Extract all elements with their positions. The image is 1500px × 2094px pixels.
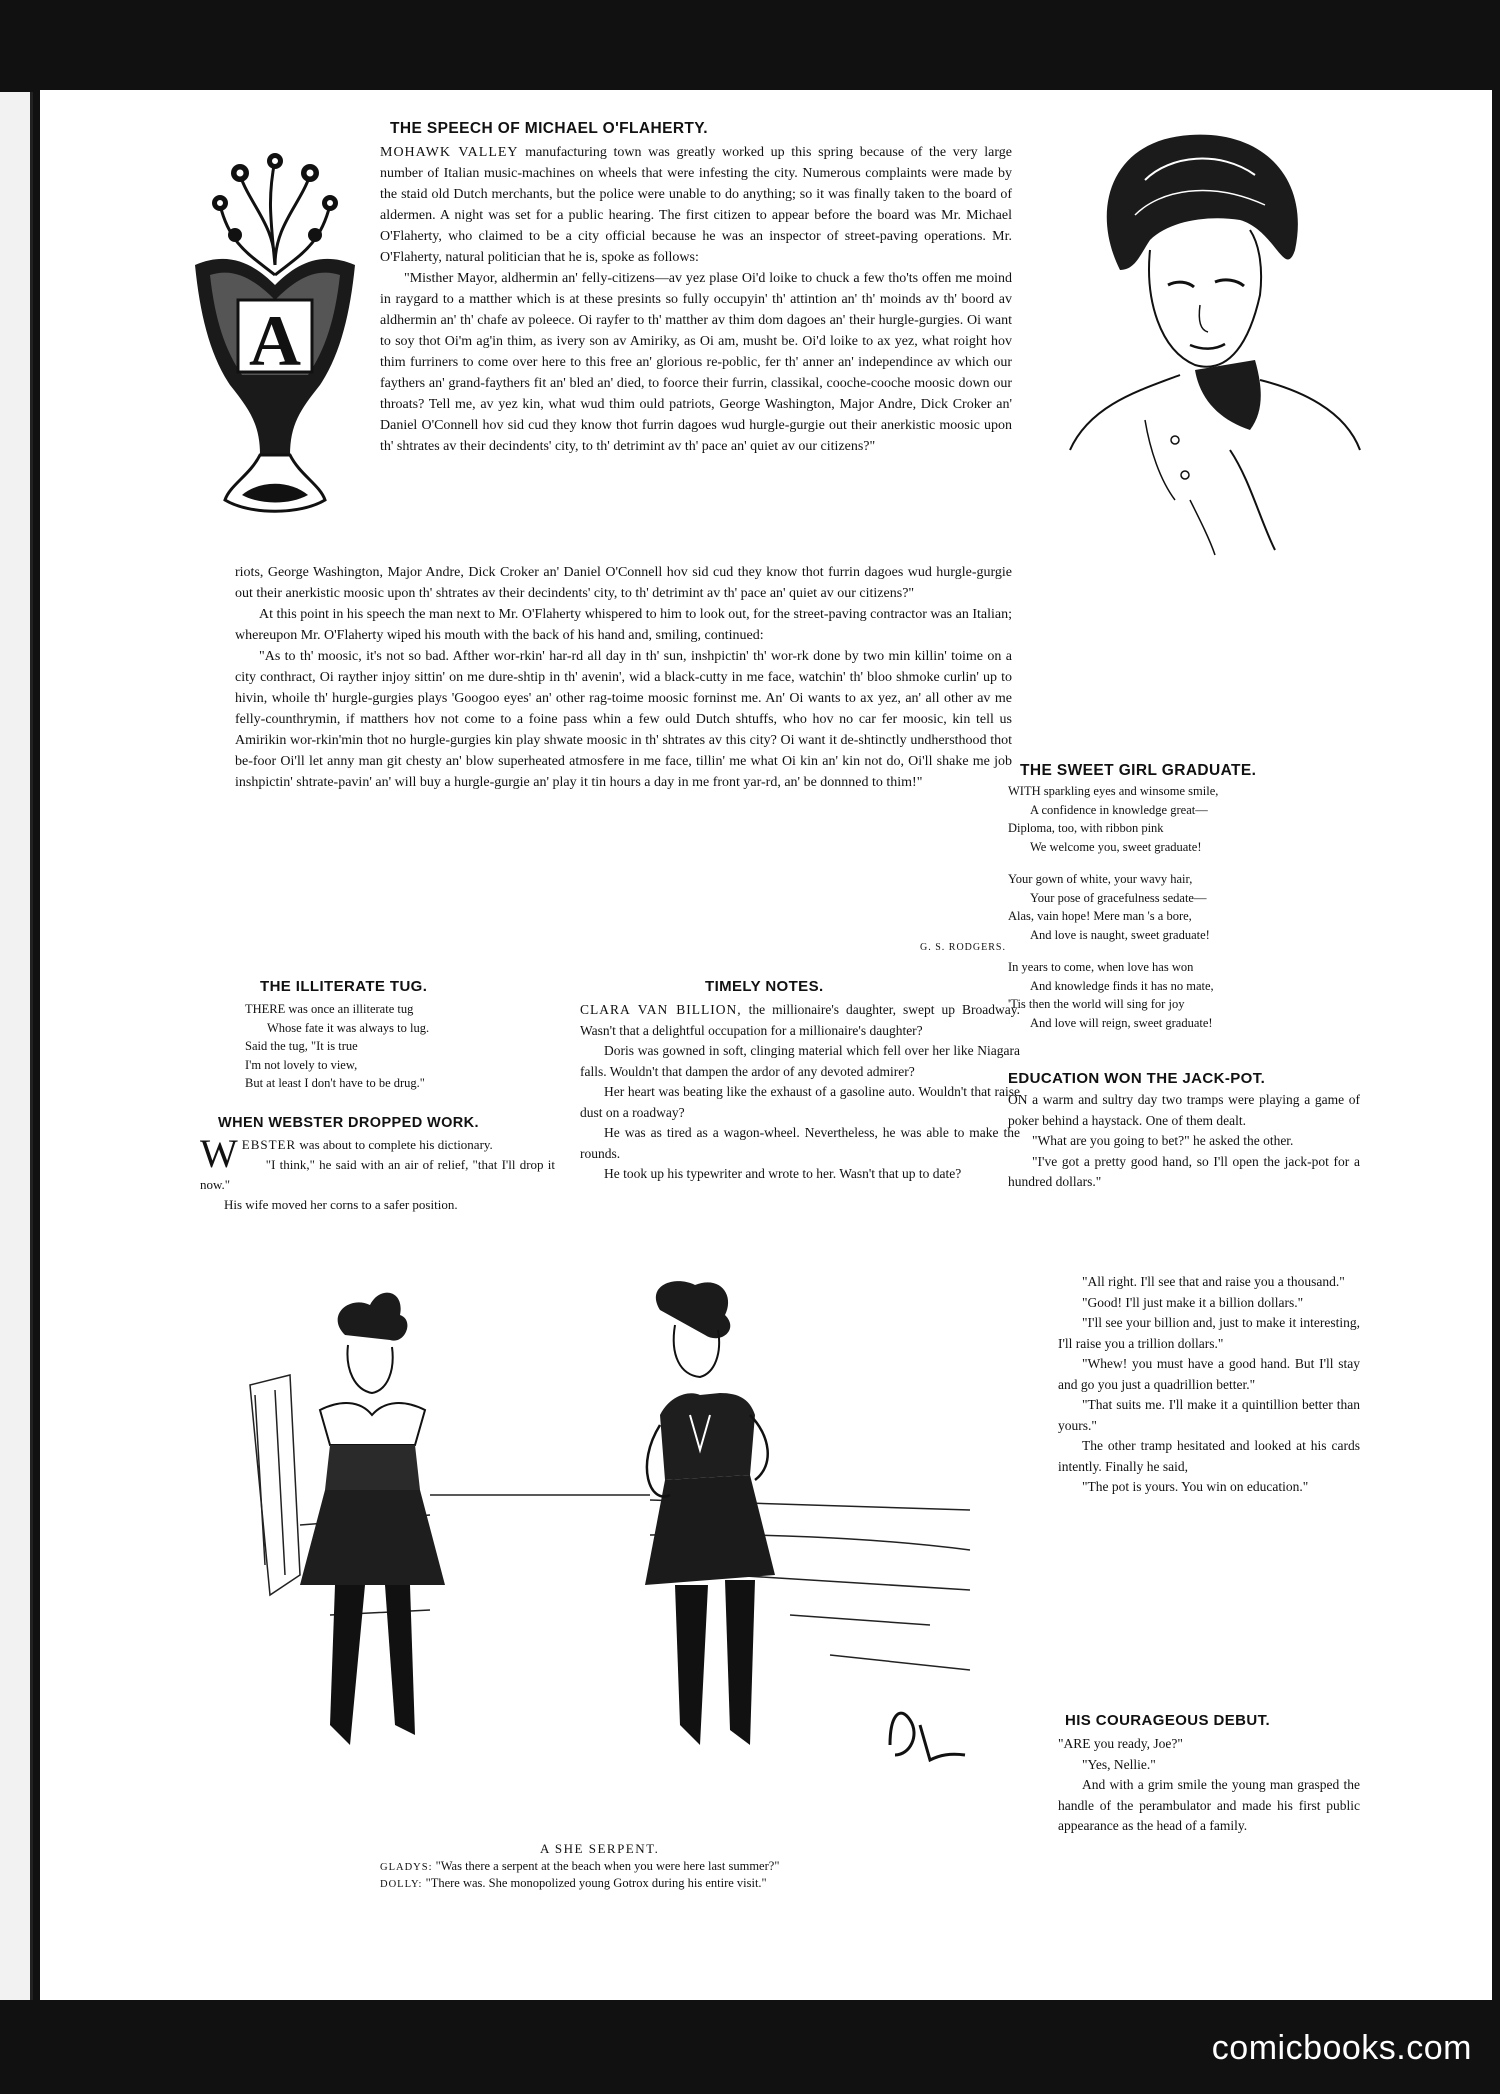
timely-title: TIMELY NOTES. [705,978,824,995]
jackpot-body [1008,1090,1360,1193]
ornamental-initial-a [190,155,360,515]
magazine-page [40,90,1492,2000]
debut-paragraph: "Yes, Nellie." [1082,1756,1156,1772]
timely-paragraph-3: Her heart was beating like the exhaust of a gasoline auto. Wouldn't that raise dust on a roadway? [580,1084,1020,1120]
webster-drop-cap: W [200,1131,238,1176]
jackpot-paragraph: "Whew! you must have a good hand. But I'll stay and go you just a quadrillion better." [1058,1356,1360,1392]
jackpot-paragraph: "That suits me. I'll make it a quintillion better than yours." [1058,1397,1360,1433]
webster-para1-text: was about to complete his dictionary. [299,1137,493,1152]
graduate-line: Your gown of white, your wavy hair, [1008,872,1193,886]
tug-title: THE ILLITERATE TUG. [260,978,428,995]
caption-dolly-text: "There was. She monopolized young Gotrox during his entire visit." [425,1876,767,1890]
speech-lead: MOHAWK VALLEY [380,145,519,160]
caption-speaker-gladys: GLADYS: [380,1862,433,1873]
girl-portrait-sketch [1050,120,1380,560]
jackpot-paragraph: "Good! I'll just make it a billion dollars." [1082,1294,1304,1310]
graduate-line: Diploma, too, with ribbon pink [1008,821,1164,835]
beach-cartoon-illustration [230,1275,1030,1825]
timely-paragraph-1 [580,1000,1020,1041]
debut-paragraph: And with a grim smile the young man grasped the handle of the perambulator and made his first public appearance as the head of a family. [1058,1777,1360,1833]
graduate-line: 'Tis then the world will sing for joy [1008,997,1185,1011]
tug-line: Whose fate it was always to lug. [267,1020,430,1035]
graduate-line: And love is naught, sweet graduate! [1030,927,1210,942]
graduate-line: And love will reign, sweet graduate! [1030,1015,1213,1030]
speech-body-wide [235,562,1012,793]
webster-lead: EBSTER [241,1137,297,1152]
cartoon-caption-line-2 [380,1875,767,1893]
debut-paragraph: "ARE you ready, Joe?" [1058,1736,1183,1751]
timely-paragraph-2: Doris was gowned in soft, clinging material which fell over her like Niagara falls. Wouldn't that dampen the ardor of any devoted admirer? [580,1043,1020,1079]
jackpot-paragraph: "I'll see your billion and, just to make it interesting, I'll raise you a trillion dollars." [1058,1315,1360,1351]
speech-para1-text: manufacturing town was greatly worked up this spring because of the very large number of Italian music-machines on wheels that were infesting the city. Numerous complaints were made by the staid old Dutch merchants, but the police were unable to do anything; so it was finally taken to the board of aldermen. A night was set for a public hearing. The first citizen to appear before the board was Mr. Michael O'Flaherty, who claimed to be a city official because he was an inspector of street-paving operations. Mr. O'Flaherty, natural politician that he is, spoke as follows: [380,145,1012,265]
caption-gladys-text: "Was there a serpent at the beach when you were here last summer?" [435,1859,780,1873]
timely-body [580,1000,1020,1185]
webster-paragraph-2: "I think," he said with an air of relief, "that I'll drop it now." [200,1157,555,1192]
graduate-line: Your pose of gracefulness sedate— [1030,890,1207,905]
timely-para1-text: the millionaire's daughter, swept up Broadway. Wasn't that a delightful occupation for a millionaire's daughter? [580,1002,1020,1038]
jackpot-paragraph: ON a warm and sultry day two tramps were playing a game of poker behind a haystack. One of them dealt. [1008,1092,1360,1128]
jackpot-paragraph: "What are you going to bet?" he asked the other. [1032,1133,1294,1148]
jackpot-paragraph: "I've got a pretty good hand, so I'll open the jack-pot for a hundred dollars." [1008,1153,1360,1189]
speech-paragraph-2-cont: riots, George Washington, Major Andre, Dick Croker an' Daniel O'Connell hov sid cud they know thot furrin dagoes wud hurgle-gurgie out their anerkistic moosic upon th' shtrates av their decindents' city, to th' detrimint av th' pace an' quiet av our citizens?" [235,565,1012,601]
timely-lead: CLARA VAN BILLION, [580,1002,742,1017]
svg-text:A: A [249,301,301,381]
jackpot-paragraph: "The pot is yours. You win on education." [1082,1479,1309,1494]
speech-paragraph-3: At this point in his speech the man next to Mr. O'Flaherty whispered to him to look out, for the street-paving contractor was an Italian; whereupon Mr. O'Flaherty wiped his mouth with the back of his hand and, smiling, continued: [235,607,1012,643]
tug-line: THERE was once an illiterate tug [245,1002,414,1016]
watermark: comicbooks.com [1211,2029,1472,2067]
jackpot-title: EDUCATION WON THE JACK-POT. [1008,1070,1266,1087]
left-page-edge [0,92,33,2000]
jackpot-body-narrow [1058,1272,1360,1498]
jackpot-paragraph: "All right. I'll see that and raise you a thousand." [1082,1274,1345,1289]
debut-title: HIS COURAGEOUS DEBUT. [1065,1712,1271,1729]
debut-body [1058,1734,1360,1837]
graduate-line: A confidence in knowledge great— [1030,802,1208,817]
tug-line: Said the tug, "It is true [245,1039,358,1053]
webster-body [200,1131,555,1215]
graduate-title: THE SWEET GIRL GRADUATE. [1020,762,1257,779]
tug-line: I'm not lovely to view, [245,1057,358,1072]
tug-line: But at least I don't have to be drug." [245,1076,425,1090]
speech-signature: G. S. RODGERS. [920,942,1006,953]
graduate-line: And knowledge finds it has no mate, [1030,978,1214,993]
cartoon-caption-line-1 [380,1858,779,1876]
graduate-line: Alas, vain hope! Mere man 's a bore, [1008,909,1192,923]
graduate-line: We welcome you, sweet graduate! [1030,839,1202,854]
graduate-poem [1008,782,1218,1032]
graduate-line: In years to come, when love has won [1008,960,1194,974]
tug-poem [245,1000,429,1093]
speech-paragraph-1 [380,142,1012,268]
webster-paragraph-3: His wife moved her corns to a safer position. [224,1197,458,1212]
speech-body-narrow [380,142,1012,454]
speech-paragraph-4: "As to th' moosic, it's not so bad. Afther wor-rkin' har-rd all day in th' sun, inshpictin' th' wor-rk done by two min killin' toime on a city conthract, Oi rayther injoy sittin' on me dure-shtip in th' avenin', wid a black-cutty in me face, watchin' th' bloo shmoke curlin' up to hivin, whoile th' hurgle-gurgies plays 'Googoo eyes' an' other rag-toime moosic forninst me. An' Oi wants to ax yez, an' all other av me felly-counthrymin, if matthers hov not come to a foine pass whin a few ould Dutch shtuffs, who hov no car fer moosic, kin tell us Amirikin wor-rkin'min thot no hurgle-gurgies kin play shwate moosic in th' shtrates av this city? Oi want it de-shtinctly undhersthood thot be-foor Oi'll let anny man git chesty an' blow superheated atmosfere in me face, tillin' me what Oi kin an' kin not do, Oi'll shake me job inshpictin' shtrate-pavin' an' will buy a hurgle-gurgie an' play it tin hours a day in me front yar-rd, an' be donnned to thim!" [235,649,1012,790]
jackpot-paragraph: The other tramp hesitated and looked at his cards intently. Finally he said, [1058,1438,1360,1474]
timely-paragraph-4: He was as tired as a wagon-wheel. Nevertheless, he was able to make the rounds. [580,1125,1020,1161]
cartoon-title: A SHE SERPENT. [540,1841,660,1856]
speech-paragraph-2: "Misther Mayor, aldhermin an' felly-citizens—av yez plase Oi'd loike to chuck a few tho'ts offen me moind in raygard to a matther which is at these presints so fully occupyin' th' attintion an' th' moinds av th' boord av aldhermin an' th' chafe av poleece. Oi rayfer to th' matther av thim dom dagoes an' their hurgle-gurgies. Oi want to soy thot Oi'm ag'in thim, as ivery son av Amiriky, as Oi am, musht be. Oi'd loike to ax yez, what roight hov thim furriners to come over here to this free an' glorious re-poblic, fer th' anner an' independince av which our faythers an' grand-faythers fit an' bled an' died, to foorce their furrin, classikal, cooche-cooche moosic down our throats? Tell me, av yez kin, what wud thim ould patriots, George Washington, Major Andre, Dick Croker an' Daniel O'Connell hov sid cud they know thot furrin dagoes wud hurgle-gurgie out their anerkistic moosic upon th' shtrates av their decindents' city, to th' detrimint av th' pace an' quiet av our citizens?" [380,271,1012,454]
caption-speaker-dolly: DOLLY: [380,1879,423,1890]
webster-title: WHEN WEBSTER DROPPED WORK. [218,1115,479,1131]
graduate-line: WITH sparkling eyes and winsome smile, [1008,784,1219,798]
speech-title: THE SPEECH OF MICHAEL O'FLAHERTY. [390,120,709,137]
timely-paragraph-5: He took up his typewriter and wrote to her. Wasn't that up to date? [604,1166,962,1181]
